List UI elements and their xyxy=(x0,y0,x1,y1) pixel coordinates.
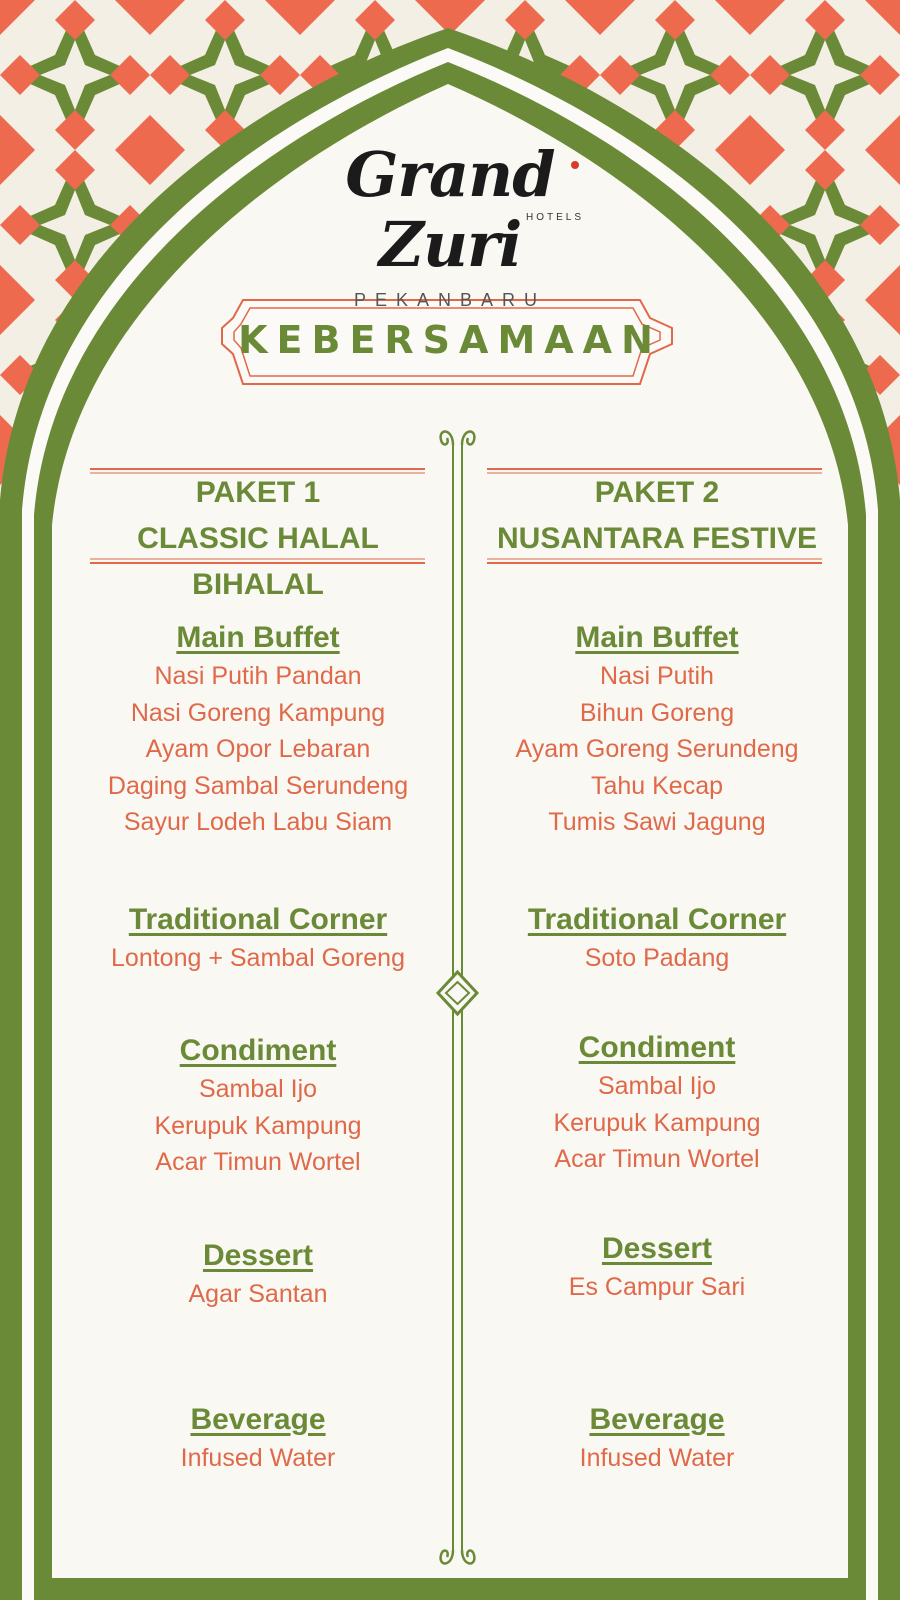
section-heading: Traditional Corner xyxy=(527,903,787,936)
menu-item: Ayam Opor Lebaran xyxy=(145,735,371,763)
package-column-1 xyxy=(68,470,448,1472)
menu-item: Tumis Sawi Jagung xyxy=(548,808,766,836)
section-condiment xyxy=(467,1028,847,1178)
menu-item: Kerupuk Kampung xyxy=(553,1108,761,1137)
hotel-logo xyxy=(300,140,600,311)
section-traditional-corner xyxy=(68,900,448,977)
section-heading: Main Buffet xyxy=(575,621,739,654)
section-dessert xyxy=(467,1229,847,1306)
menu-item: Kerupuk Kampung xyxy=(154,1111,362,1140)
package-number: PAKET 1 xyxy=(195,476,321,509)
menu-item: Acar Timun Wortel xyxy=(155,1148,361,1176)
menu-item: Daging Sambal Serundeng xyxy=(107,771,409,800)
menu-item: Es Campur Sari xyxy=(568,1273,746,1301)
menu-item: Soto Padang xyxy=(584,944,730,972)
menu-item: Nasi Putih xyxy=(600,662,714,690)
menu-item: Ayam Goreng Serundeng xyxy=(515,735,799,763)
package-number: PAKET 2 xyxy=(594,476,720,509)
menu-item: Infused Water xyxy=(579,1444,735,1472)
section-heading: Dessert xyxy=(202,1239,314,1272)
package-column-2 xyxy=(467,470,847,1472)
section-heading: Dessert xyxy=(601,1232,713,1265)
section-dessert xyxy=(68,1236,448,1313)
menu-item: Sayur Lodeh Labu Siam xyxy=(123,808,393,836)
menu-item: Bihun Goreng xyxy=(579,698,735,727)
section-beverage xyxy=(68,1400,448,1477)
section-condiment xyxy=(68,1031,448,1181)
brand-city: PEKANBARU xyxy=(353,290,547,310)
banner-title: KEBERSAMAAN xyxy=(238,318,662,362)
menu-item: Nasi Putih Pandan xyxy=(154,662,362,690)
menu-item: Sambal Ijo xyxy=(198,1075,318,1103)
package-name: NUSANTARA FESTIVE xyxy=(496,522,817,555)
section-traditional-corner xyxy=(467,900,847,977)
section-heading: Main Buffet xyxy=(176,621,340,654)
menu-item: Sambal Ijo xyxy=(597,1072,717,1100)
section-heading: Beverage xyxy=(589,1403,725,1436)
section-heading: Traditional Corner xyxy=(128,903,388,936)
package-name: CLASSIC HALAL BIHALAL xyxy=(137,522,379,601)
menu-item: Acar Timun Wortel xyxy=(554,1145,760,1173)
section-heading: Beverage xyxy=(190,1403,326,1436)
section-beverage xyxy=(467,1400,847,1477)
menu-item: Agar Santan xyxy=(188,1280,328,1308)
brand-name: Grand Zuri xyxy=(345,138,555,281)
menu-item: Lontong + Sambal Goreng xyxy=(111,944,405,972)
menu-item: Infused Water xyxy=(180,1444,336,1472)
brand-hotels: HOTELS xyxy=(525,212,584,223)
menu-item: Nasi Goreng Kampung xyxy=(130,698,386,727)
section-heading: Condiment xyxy=(179,1034,337,1067)
section-heading: Condiment xyxy=(578,1031,736,1064)
section-main-buffet xyxy=(68,618,448,841)
menu-item: Tahu Kecap xyxy=(590,771,724,800)
section-main-buffet xyxy=(467,618,847,841)
